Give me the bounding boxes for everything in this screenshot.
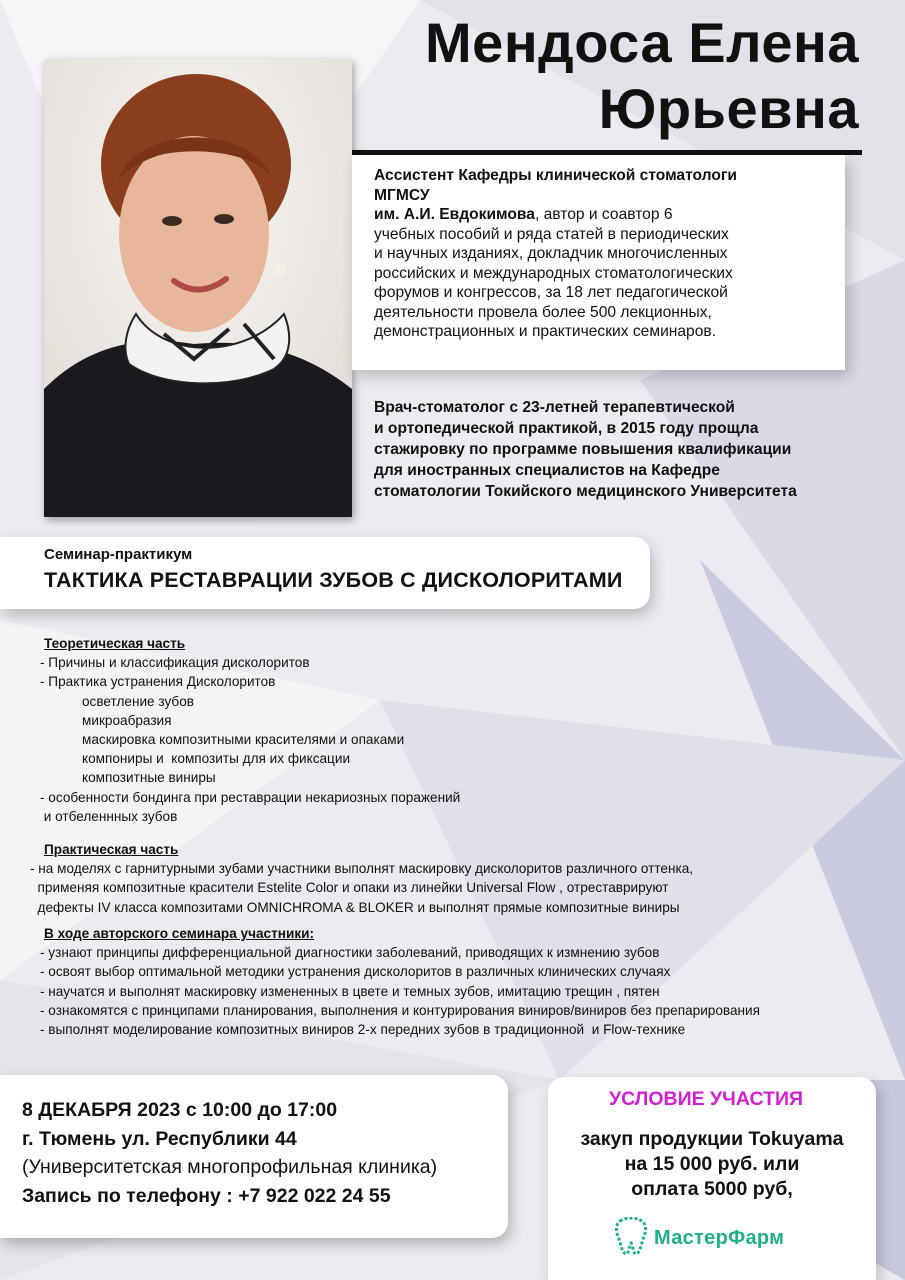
speaker-photo: [44, 59, 352, 517]
conditions-text: [548, 1127, 876, 1202]
bio-line1: Ассистент Кафедры клинической стоматологи: [374, 167, 737, 184]
theory-subitem: осветление зубов: [82, 693, 194, 709]
outcomes-section: [40, 924, 864, 1039]
tooth-icon: [614, 1217, 648, 1260]
practice-heading: Практическая часть: [44, 842, 179, 857]
conditions-line3: оплата 5000 руб,: [631, 1178, 793, 1200]
outcomes-item: - освоят выбор оптимальной методики устранения дисколоритов в различных клинических случаях: [40, 964, 671, 980]
outcomes-item: - ознакомятся с принципами планирования, выполнения и контурирования виниров/виниров без препарирования: [40, 1002, 761, 1018]
event-venue: (Университетская многопрофильная клиника): [22, 1156, 438, 1178]
outcomes-item: - узнают принципы дифференциальной диагностики заболеваний, приводящих к измнению зубов: [40, 945, 660, 961]
conditions-line2: на 15 000 руб. или: [624, 1153, 800, 1175]
bio-text: [374, 166, 834, 342]
practice-section: [30, 840, 864, 917]
theory-heading: Теоретическая часть: [44, 636, 186, 651]
masterfarm-logo: [614, 1218, 784, 1258]
experience-text: Врач-стоматолог с 23-летней терапевтической и ортопедической практикой, в 2015 году прощла стажировку по программе повышения квалификации для иностранных специалистов на Кафедре стоматологии Токийского медицинского Университета: [374, 399, 797, 500]
theory-item: - особенности бондинга при реставрации некариозных поражений: [40, 789, 461, 805]
bio-line3-bold: им. А.И. Евдокимова: [374, 206, 535, 223]
outcomes-heading: В ходе авторского семинара участники:: [44, 926, 315, 941]
bio-line2: МГМСУ: [374, 186, 430, 204]
logo-text: МастерФарм: [654, 1226, 785, 1249]
event-date: 8 ДЕКАБРЯ 2023 с 10:00 до 17:00: [22, 1099, 338, 1121]
event-phone[interactable]: Запись по телефону : +7 922 022 24 55: [22, 1184, 391, 1207]
bio-rest: учебных пособий и ряда статей в периодических и научных изданиях, докладчик многочисленных российских и международных стоматологических форумов и конгрессов, за 18 лет педагогической деятельности провела более 500 лекционных, демонстрационных и практических семинаров.: [374, 225, 733, 340]
conditions-line1: закуп продукции Tokuyama: [580, 1128, 844, 1150]
theory-item: и отбеленнных зубов: [40, 808, 178, 824]
theory-section: [40, 634, 864, 826]
practice-item: применяя композитные красители Estelite Color и опаки из линейки Universal Flow , отреставрируют: [30, 880, 669, 896]
event-address: г. Тюмень ул. Республики 44: [22, 1127, 297, 1150]
theory-item: - Причины и классификация дисколоритов: [40, 655, 310, 671]
seminar-subtitle: Семинар-практикум: [44, 546, 193, 563]
theory-item: - Практика устранения Дисколоритов: [40, 674, 276, 690]
speaker-name-line1: Мендоса Елена: [425, 11, 859, 74]
outcomes-item: - выполнят моделирование композитных виниров 2-х передних зубов в традиционной и Flow-технике: [40, 1022, 686, 1038]
seminar-title: ТАКТИКА РЕСТАВРАЦИИ ЗУБОВ С ДИСКОЛОРИТАМИ: [44, 568, 623, 592]
theory-subitem: композитные виниры: [82, 770, 216, 786]
conditions-title: УСЛОВИЕ УЧАСТИЯ: [608, 1088, 804, 1110]
bio-line3-rest: , автор и соавтор 6: [534, 206, 673, 223]
theory-subitem: маскировка композитными красителями и опаками: [82, 732, 405, 748]
theory-subitem: компониры и композиты для их фиксации: [82, 751, 351, 767]
practice-item: дефекты IV класса композитами OMNICHROMA & BLOKER и выполнят прямые композитные виниры: [30, 899, 680, 915]
practice-item: - на моделях с гарнитурными зубами участники выполнят маскировку дисколоритов различного оттенка,: [30, 861, 694, 877]
event-info: [22, 1096, 512, 1210]
speaker-name-line2: Юрьевна: [598, 77, 859, 140]
outcomes-item: - научатся и выполнят маскировку измененных в цвете и темных зубов, имитацию трещин , пятен: [40, 983, 660, 999]
theory-subitem: микроабразия: [82, 712, 172, 728]
speaker-name: [339, 10, 859, 142]
